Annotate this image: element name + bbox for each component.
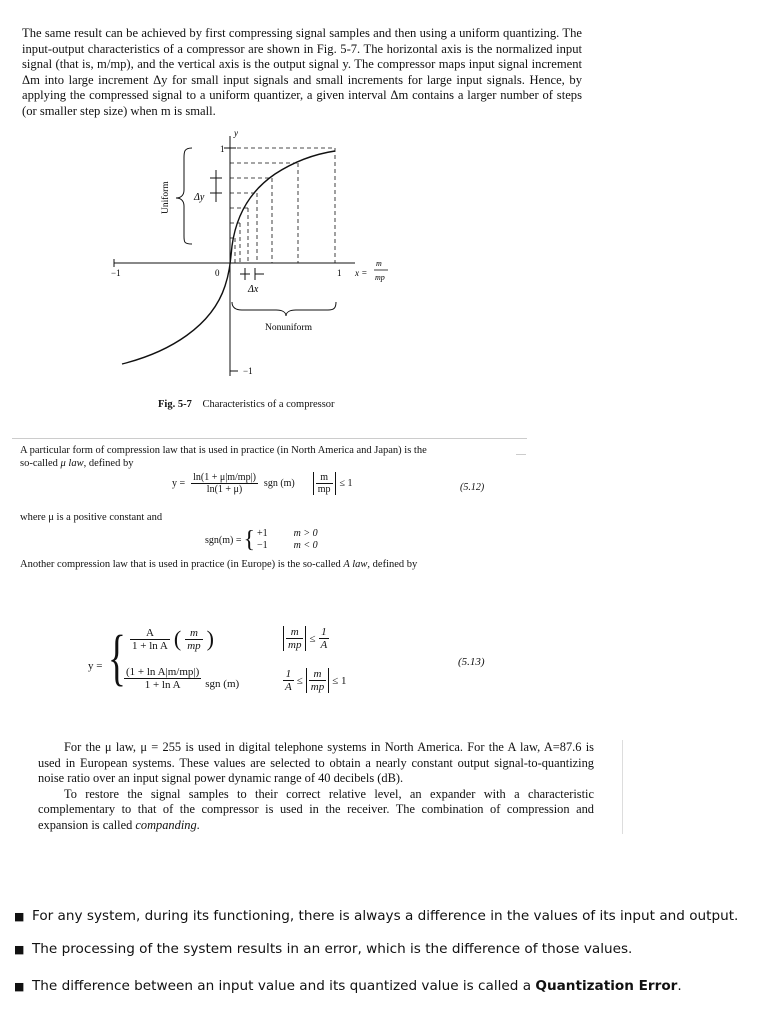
- x-axis-den: mp: [375, 273, 385, 282]
- intro-paragraph: The same result can be achieved by first compressing signal samples and then using a uniform quantizing. The input-output characteristics of a compressor are shown in Fig. 5-7. The horizontal axis is the normalized input signal (that is, m/mp), and the vertical axis is the output signal y. The compressor maps input signal increment Δm into large increment Δy for small input signals and small increments for large input signals. Hence, by applying the compressed signal to a uniform quantizer, a given interval Δm contains a larger number of steps (or smaller step size) when m is small.: [22, 26, 582, 118]
- mulaw-condition: $\frac{m}{mp}$ ≤ 1: [313, 472, 353, 495]
- uniform-label: Uniform: [161, 181, 171, 214]
- sgn-definition: sgn(m) = { +1 −1 m > 0 m < 0: [205, 527, 318, 553]
- uniform-brace: [176, 148, 192, 244]
- alaw-y-eq: y =: [88, 660, 103, 672]
- mulaw-intro-line2: so-called μ law, defined by: [20, 458, 134, 469]
- mulaw-y-eq: y =: [172, 478, 186, 489]
- nonuniform-label: Nonuniform: [265, 323, 312, 333]
- alaw-eq-number: (5.13): [458, 656, 485, 668]
- bullet-marker: ■: [14, 943, 25, 956]
- nonuniform-brace: [232, 302, 336, 316]
- alaw-row1: $\frac{A}{\text{1 + ln A}}$ ( $\frac{m}{mp}$ ): [132, 626, 214, 652]
- alaw-row2: $\frac{\text{(1 + ln A|m/mp|)}}{\text{1 + ln A}}$ sgn (m): [126, 666, 240, 691]
- delta-y-label: Δy: [194, 192, 205, 203]
- closing-block: [38, 740, 594, 834]
- section-divider-mid: [516, 454, 526, 455]
- alaw-equation: y = { $\frac{A}{\text{1 + ln A}}$ ( $\frac{m}{mp}$ ) $\frac{m}{mp}$ ≤ $\frac{1}{A}$ $\frac{\text{(1 + ln A|m/mp|)}}{\text{1 + ln A}}$ sgn (m) $\frac{1}{A}$ ≤ $\frac{m}{mp}$ ≤ 1: [88, 624, 347, 693]
- tick-left: −1: [111, 268, 121, 278]
- caption-text: Characteristics of a compressor: [202, 399, 335, 410]
- mulaw-where: where μ is a positive constant and: [20, 512, 163, 523]
- bullet-marker: ■: [14, 980, 25, 993]
- x-axis-eq: x =: [355, 268, 368, 278]
- tick-zero: 0: [215, 268, 220, 278]
- bullet-text: For any system, during its functioning, there is always a difference in the values of its input and output.: [32, 908, 739, 924]
- y-axis-label: y: [234, 128, 238, 138]
- bullet-marker: ■: [14, 910, 25, 923]
- section-divider-top: [12, 438, 527, 439]
- mulaw-intro: [20, 444, 520, 470]
- alaw-intro: Another compression law that is used in practice (in Europe) is the so-called A law, defined by: [20, 559, 418, 570]
- closing-divider: [622, 740, 623, 834]
- alaw-row1-condition: $\frac{m}{mp}$ ≤ $\frac{1}{A}$: [283, 626, 329, 651]
- bullet-text: The processing of the system results in an error, which is the difference of those values.: [32, 941, 633, 957]
- alaw-row2-condition: $\frac{1}{A}$ ≤ $\frac{m}{mp}$ ≤ 1: [285, 668, 347, 693]
- delta-x-label: Δx: [248, 284, 259, 295]
- mulaw-eq-number: (5.12): [460, 482, 485, 493]
- bullet-text: The difference between an input value and its quantized value is called a Quantization Error.: [32, 978, 682, 994]
- compressor-figure: [100, 126, 410, 386]
- figure-caption: [158, 398, 335, 411]
- caption-label: Fig. 5-7: [158, 399, 192, 410]
- tick-bottom: −1: [243, 366, 253, 376]
- mulaw-equation: [172, 472, 353, 495]
- mulaw-sgn: sgn (m): [263, 478, 295, 489]
- mulaw-fraction: $\frac{\ln(1 + \mu|m/mp|)}{\ln(1 + \mu)}$: [193, 472, 256, 495]
- closing-p2: To restore the signal samples to their correct relative level, an expander with a characteristic complementary to that of the compressor is used in the receiver. The combination of compression and expansion is called companding.: [38, 786, 594, 832]
- tick-right: 1: [337, 268, 342, 278]
- x-axis-num: m: [376, 259, 382, 268]
- mulaw-intro-line1: A particular form of compression law that is used in practice (in North America and Japan) is the: [20, 445, 427, 456]
- tick-top: 1: [220, 144, 225, 154]
- closing-p1: For the μ law, μ = 255 is used in digital telephone systems in North America. For the A law, A=87.6 is used in European systems. These values are selected to obtain a nearly constant output signal-to-quantizing noise ratio over an input signal power dynamic range of 40 decibels (dB).: [38, 740, 594, 786]
